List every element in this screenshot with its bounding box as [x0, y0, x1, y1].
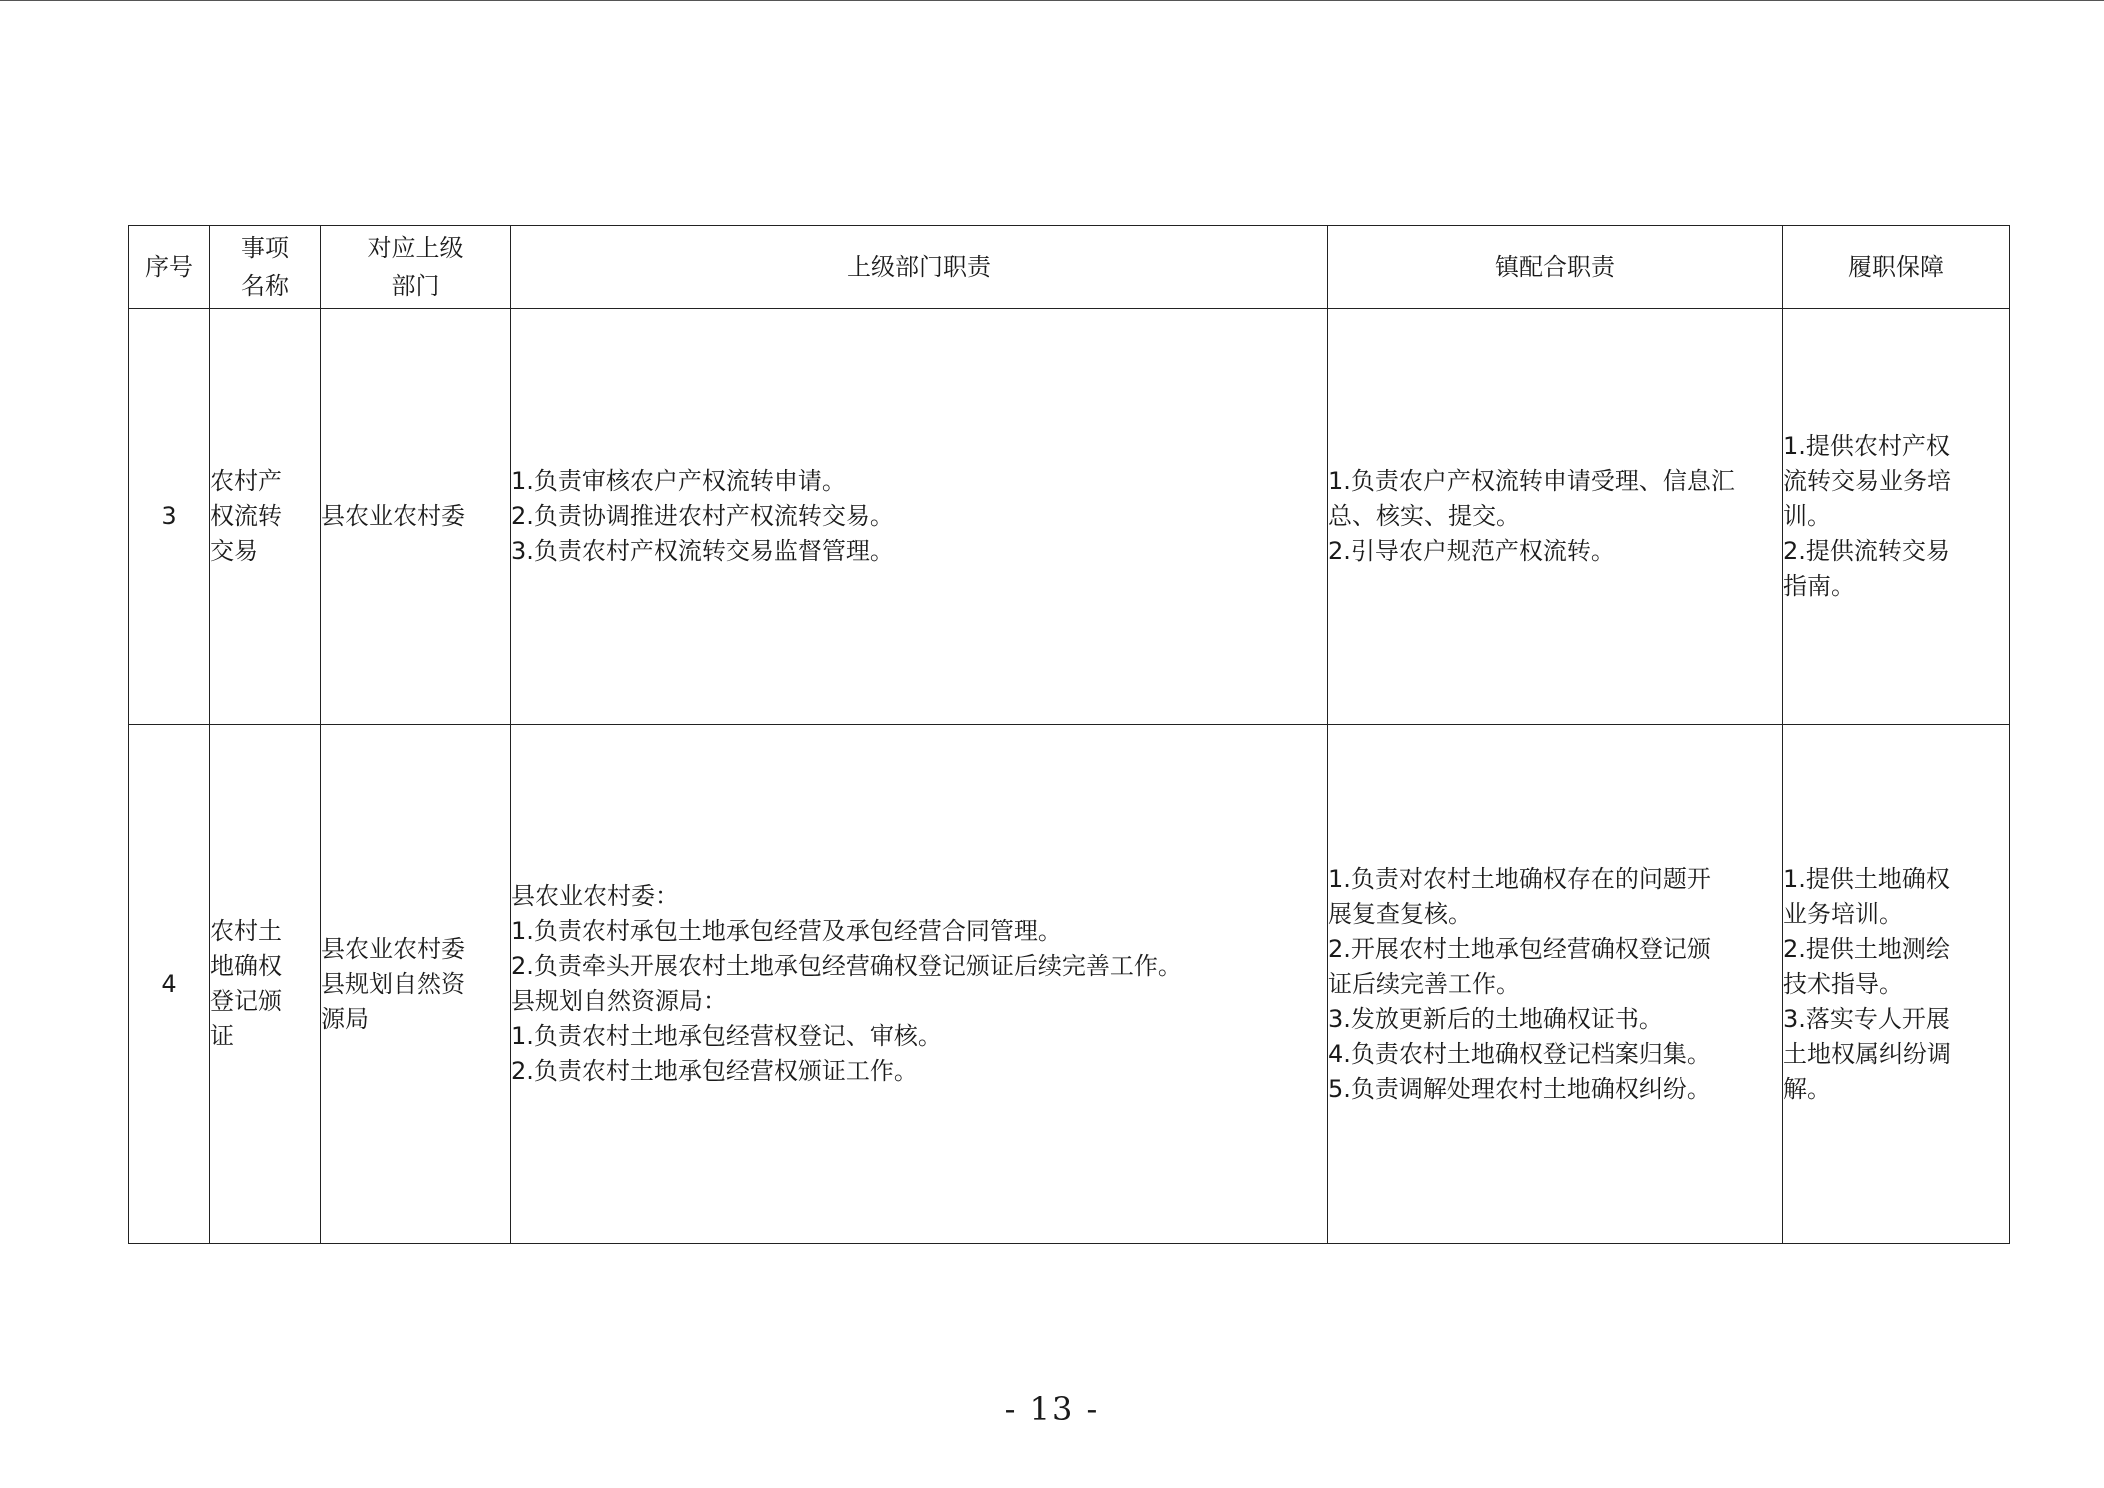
guarantee-cell — [1783, 309, 2010, 725]
table-row — [129, 309, 2010, 725]
cell-line: 总、核实、提交。 — [1328, 502, 1520, 530]
cell-line: 1.负责农村承包土地承包经营及承包经营合同管理。 — [511, 917, 1062, 945]
cell-line: 1.负责审核农户产权流转申请。 — [511, 467, 846, 495]
cell-line: 土地权属纠纷调 — [1783, 1039, 1951, 1068]
duty-table — [128, 225, 2010, 1244]
cell-line: 县农业农村委 — [321, 934, 465, 963]
cell-line: 2.负责牵头开展农村土地承包经营确权登记颁证后续完善工作。 — [511, 952, 1182, 980]
table-row — [129, 725, 2010, 1244]
cell-line: 2.负责农村土地承包经营权颁证工作。 — [511, 1057, 918, 1085]
cell-line: 2.负责协调推进农村产权流转交易。 — [511, 502, 894, 530]
cell-line: 2.提供土地测绘 — [1783, 934, 1950, 963]
cell-line: 1.提供土地确权 — [1783, 864, 1950, 893]
row-number: 4 — [129, 725, 210, 1244]
cell-line: 解。 — [1783, 1074, 1831, 1103]
cell-line: 1.负责对农村土地确权存在的问题开 — [1328, 864, 1711, 893]
item-name-cell — [210, 309, 321, 725]
cell-line: 证后续完善工作。 — [1328, 969, 1520, 998]
cell-line: 农村土 — [210, 917, 282, 945]
cell-line: 1.负责农村土地承包经营权登记、审核。 — [511, 1022, 942, 1050]
item-name-cell — [210, 725, 321, 1244]
cell-line: 地确权 — [210, 952, 282, 980]
header-guarantee: 履职保障 — [1783, 226, 2010, 309]
header-dept-line: 对应上级 — [367, 234, 464, 262]
table-header-row — [129, 226, 2010, 309]
row-number: 3 — [129, 309, 210, 725]
town-duty-cell — [1328, 725, 1783, 1244]
header-name-line: 事项 — [241, 234, 289, 262]
cell-line: 证 — [210, 1022, 234, 1050]
header-dept-line: 部门 — [391, 272, 440, 300]
upper-duty-cell — [511, 725, 1328, 1244]
dept-cell — [321, 725, 511, 1244]
cell-line: 流转交易业务培 — [1783, 467, 1951, 495]
cell-line: 1.负责农户产权流转申请受理、信息汇 — [1328, 467, 1735, 495]
header-dept — [321, 226, 511, 309]
cell-line: 展复查复核。 — [1328, 899, 1472, 928]
cell-line: 业务培训。 — [1783, 899, 1903, 928]
header-name — [210, 226, 321, 309]
cell-line: 农村产 — [210, 467, 282, 495]
cell-line: 2.引导农户规范产权流转。 — [1328, 537, 1615, 565]
cell-line: 2.提供流转交易 — [1783, 537, 1950, 565]
page-top-border — [0, 0, 2104, 1]
cell-line: 源局 — [321, 1004, 369, 1033]
cell-line: 县农业农村委 — [321, 502, 465, 530]
upper-duty-cell — [511, 309, 1328, 725]
cell-line: 交易 — [210, 537, 258, 565]
cell-line: 3.负责农村产权流转交易监督管理。 — [511, 537, 894, 565]
dept-cell — [321, 309, 511, 725]
cell-line: 4.负责农村土地确权登记档案归集。 — [1328, 1039, 1711, 1068]
guarantee-cell — [1783, 725, 2010, 1244]
cell-line: 3.发放更新后的土地确权证书。 — [1328, 1004, 1663, 1033]
page-number: - 13 - — [1004, 1390, 1100, 1428]
cell-line: 技术指导。 — [1783, 969, 1903, 998]
cell-line: 训。 — [1783, 502, 1831, 530]
cell-line: 1.提供农村产权 — [1783, 432, 1950, 460]
cell-line: 县规划自然资源局： — [511, 987, 727, 1015]
cell-line: 指南。 — [1783, 572, 1855, 600]
cell-line: 权流转 — [210, 502, 282, 530]
cell-line: 登记颁 — [210, 987, 282, 1015]
header-num: 序号 — [129, 226, 210, 309]
cell-line: 县规划自然资 — [321, 969, 465, 998]
header-town-duty: 镇配合职责 — [1328, 226, 1783, 309]
town-duty-cell — [1328, 309, 1783, 725]
cell-line: 3.落实专人开展 — [1783, 1004, 1950, 1033]
cell-line: 5.负责调解处理农村土地确权纠纷。 — [1328, 1074, 1711, 1103]
header-name-line: 名称 — [241, 272, 289, 300]
cell-line: 县农业农村委： — [511, 882, 679, 910]
cell-line: 2.开展农村土地承包经营确权登记颁 — [1328, 934, 1711, 963]
header-upper-duty: 上级部门职责 — [511, 226, 1328, 309]
